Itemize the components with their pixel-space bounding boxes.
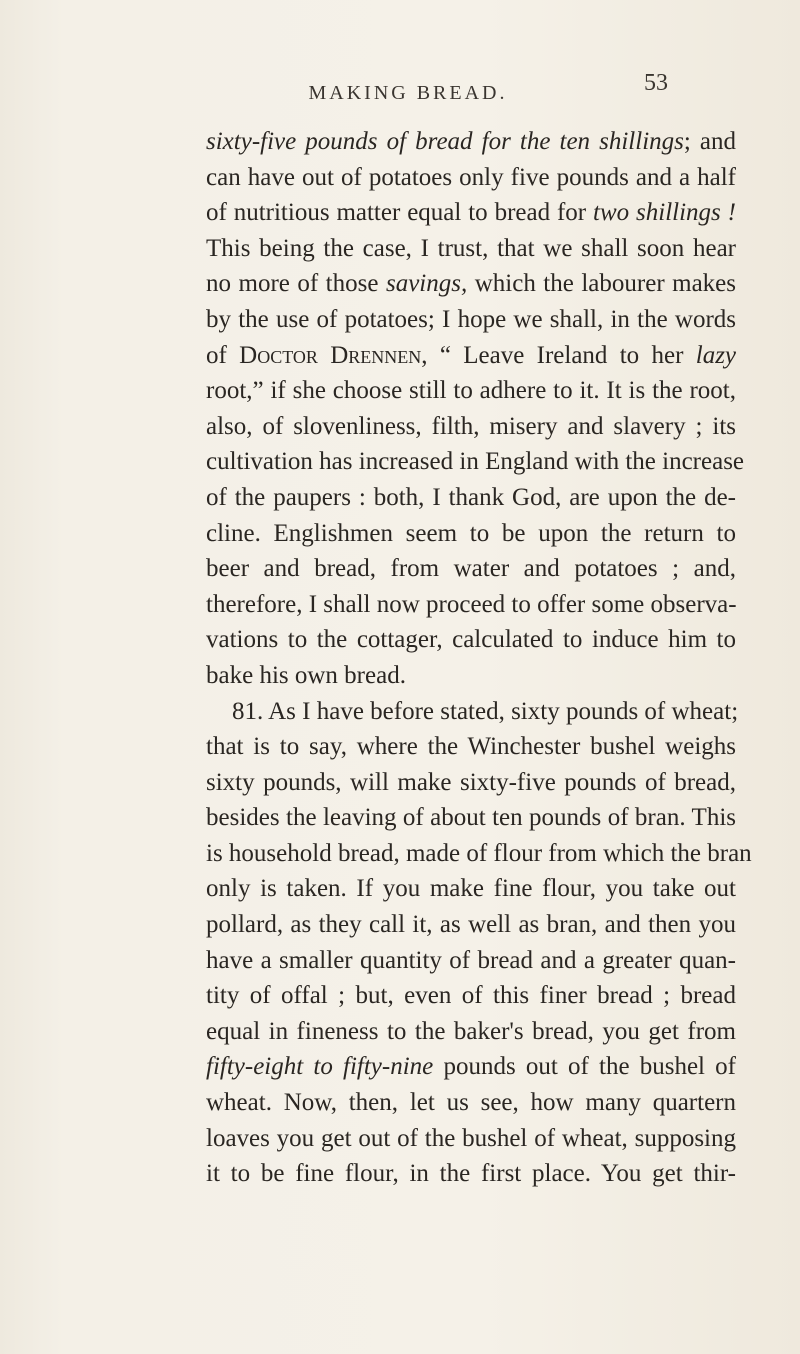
text-line	[206, 551, 736, 587]
italic-text: two shillings !	[593, 199, 737, 227]
text-line	[206, 836, 752, 872]
text-line	[206, 373, 736, 409]
text-line	[206, 907, 736, 943]
body-text	[206, 124, 752, 1192]
text-line	[206, 765, 736, 801]
text-span: which the labourer makes	[467, 270, 737, 298]
text-line	[206, 1085, 736, 1121]
text-span: “ Leave Ireland to her	[427, 341, 696, 369]
text-line	[206, 871, 736, 907]
text-span: by the use of potatoes; I hope we shall, in the words	[206, 305, 736, 333]
text-line	[206, 266, 736, 302]
text-span: cultivation has increased in England with the increase	[206, 448, 745, 476]
text-span: no more of those	[206, 270, 386, 298]
text-span: that is to say, where the Winchester bushel weighs	[206, 733, 736, 761]
text-span: can have out of potatoes only five pounds and a half	[206, 163, 736, 191]
text-line	[206, 943, 736, 979]
text-line	[206, 195, 736, 231]
text-span: pollard, as they call it, as well as bran, and then you	[206, 911, 736, 939]
text-span: of	[206, 341, 240, 369]
text-span: vations to the cottager, calculated to induce him to	[206, 626, 736, 654]
text-line	[206, 1121, 736, 1157]
italic-text: sixty-five pounds of bread for the ten shillings	[206, 128, 684, 155]
small-caps-text: Doctor Drennen,	[239, 341, 428, 369]
text-line	[206, 480, 736, 516]
text-line	[206, 444, 745, 480]
text-line	[206, 587, 736, 623]
text-line	[206, 658, 736, 694]
text-span: is household bread, made of flour from which the bran	[206, 839, 752, 867]
text-span: ; and	[683, 128, 736, 155]
text-span: of nutritious matter equal to bread for	[206, 199, 594, 227]
italic-text: savings,	[385, 270, 468, 298]
text-span: only is taken. If you make fine flour, you take out	[206, 875, 736, 903]
text-line	[206, 124, 736, 160]
text-span: besides the leaving of about ten pounds of bran. This	[206, 804, 736, 832]
text-line	[206, 729, 736, 765]
text-span: sixty pounds, will make sixty-five pounds of bread,	[206, 768, 736, 796]
italic-text: lazy	[695, 341, 737, 369]
text-line	[206, 1049, 736, 1085]
italic-text: fifty-eight to fifty-nine	[206, 1053, 434, 1081]
text-line	[206, 160, 736, 196]
text-span: pounds out of the bushel of	[433, 1053, 737, 1081]
text-line	[206, 978, 736, 1014]
text-span: bake his own bread.	[206, 661, 406, 689]
page-number: 53	[644, 70, 668, 96]
text-span: root,” if she choose still to adhere to it. It is the root,	[206, 377, 736, 405]
text-span: therefore, I shall now proceed to offer some observa-	[206, 590, 737, 618]
text-span: cline. Englishmen seem to be upon the return to	[206, 519, 736, 547]
text-line	[206, 622, 736, 658]
text-line	[206, 800, 736, 836]
text-line	[206, 1014, 736, 1050]
text-span: also, of slovenliness, filth, misery and slavery ; its	[206, 412, 736, 440]
text-line	[206, 231, 736, 267]
text-span: beer and bread, from water and potatoes ; and,	[206, 555, 736, 583]
text-line	[206, 409, 736, 445]
text-span: loaves you get out of the bushel of wheat, supposing	[206, 1124, 736, 1152]
text-line	[206, 694, 739, 730]
text-line	[206, 1156, 736, 1192]
running-head: MAKING BREAD.	[308, 82, 508, 104]
text-span: This being the case, I trust, that we shall soon hear	[206, 234, 736, 262]
text-span: of the paupers : both, I thank God, are upon the de-	[206, 483, 736, 511]
text-span: 81. As I have before stated, sixty pounds of wheat;	[232, 697, 739, 725]
text-span: it to be fine flour, in the first place. You get thir-	[206, 1160, 736, 1188]
text-span: wheat. Now, then, let us see, how many quartern	[206, 1089, 736, 1117]
text-line	[206, 302, 736, 338]
text-line	[206, 338, 736, 374]
text-span: equal in fineness to the baker's bread, you get from	[206, 1017, 736, 1045]
text-span: tity of offal ; but, even of this finer bread ; bread	[206, 982, 736, 1010]
text-line	[206, 516, 736, 552]
text-span: have a smaller quantity of bread and a greater quan-	[206, 946, 736, 974]
